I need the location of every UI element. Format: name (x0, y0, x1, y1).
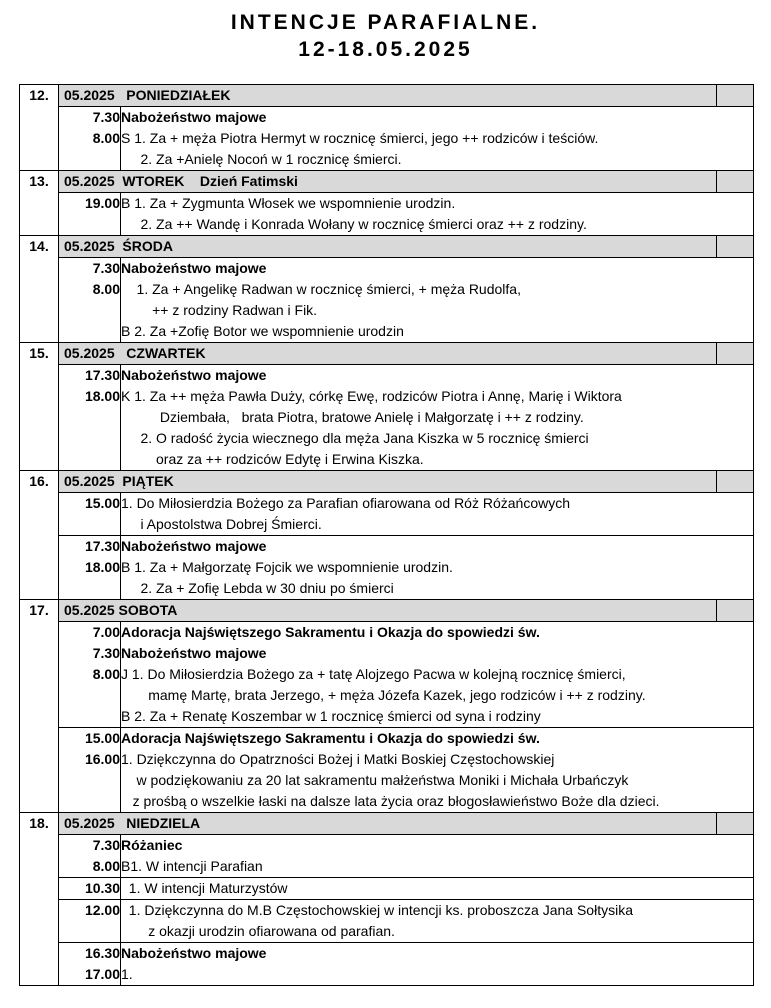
day-header-row (20, 471, 754, 493)
day-header-box (716, 171, 753, 192)
intention-line: z okazji urodzin ofiarowana od parafian. (121, 923, 395, 939)
day-number-cell (20, 85, 59, 171)
intentions-cell (121, 728, 754, 813)
mass-time (59, 428, 120, 449)
day-header-label: 05.2025 NIEDZIELA (64, 815, 201, 831)
intention-line: 1. Za + Angelikę Radwan w rocznicę śmierci, + męża Rudolfa, (121, 281, 521, 297)
mass-time: 7.30 (92, 645, 120, 661)
day-number: 17. (29, 602, 49, 618)
intentions-cell (121, 258, 754, 343)
mass-time: 7.30 (92, 837, 120, 853)
day-header-box (716, 471, 753, 492)
day-header-box (716, 236, 753, 257)
mass-time: 17.00 (84, 966, 120, 982)
mass-times-cell (59, 900, 121, 943)
intentions-table-body (20, 85, 754, 986)
mass-group-row (20, 728, 754, 813)
day-number-cell (20, 171, 59, 236)
mass-times-cell (59, 193, 121, 236)
intention-line: J 1. Do Miłosierdzia Bożego za + tatę Alojzego Pacwa w kolejną rocznicę śmierci, (121, 666, 626, 682)
day-header-label: 05.2025 SOBOTA (64, 602, 178, 618)
mass-times-cell (59, 835, 121, 878)
mass-time: 7.00 (92, 624, 120, 640)
day-header-cell (59, 600, 754, 622)
day-header-row (20, 236, 754, 258)
day-header-box (716, 343, 753, 364)
intention-line: Adoracja Najświętszego Sakramentu i Okazja do spowiedzi św. (121, 730, 540, 746)
mass-times-cell (59, 728, 121, 813)
mass-time (59, 449, 120, 470)
intention-line: oraz za ++ rodziców Edytę i Erwina Kiszka. (121, 451, 424, 467)
intentions-cell (121, 835, 754, 878)
intentions-cell (121, 943, 754, 986)
intentions-cell (121, 622, 754, 728)
mass-time: 8.00 (92, 666, 120, 682)
day-number: 16. (29, 473, 49, 489)
day-number-cell (20, 813, 59, 986)
page-subtitle-dates: 12-18.05.2025 (298, 38, 473, 61)
day-header-row (20, 813, 754, 835)
mass-times-cell (59, 493, 121, 536)
intention-line: Nabożeństwo majowe (121, 645, 267, 661)
mass-time: 17.30 (84, 538, 120, 554)
day-header-label: 05.2025 ŚRODA (64, 238, 173, 254)
mass-group-row (20, 107, 754, 171)
intentions-cell (121, 193, 754, 236)
day-number: 13. (29, 173, 49, 189)
mass-time (59, 514, 120, 535)
intention-line: 1. Do Miłosierdzia Bożego za Parafian ofiarowana od Róż Różańcowych (121, 495, 571, 511)
mass-group-row (20, 536, 754, 600)
mass-group-row (20, 493, 754, 536)
intention-line: z prośbą o wszelkie łaski na dalsze lata życia oraz błogosławieństwo Boże dla dzieci. (121, 793, 660, 809)
mass-time (59, 770, 120, 791)
day-header-label: 05.2025 PONIEDZIAŁEK (64, 87, 231, 103)
intention-line: 2. Za + Zofię Lebda w 30 dniu po śmierci (121, 580, 394, 596)
intention-line: ++ z rodziny Radwan i Fik. (121, 302, 318, 318)
intention-line: Nabożeństwo majowe (121, 945, 267, 961)
intention-line: B 2. Za +Zofię Botor we wspomnienie urodzin (121, 323, 404, 339)
intention-line: Adoracja Najświętszego Sakramentu i Okazja do spowiedzi św. (121, 624, 540, 640)
mass-time (59, 214, 120, 235)
mass-time: 8.00 (92, 858, 120, 874)
mass-group-row (20, 943, 754, 986)
mass-time (59, 407, 120, 428)
intentions-table (19, 84, 754, 986)
mass-time: 12.00 (84, 902, 120, 918)
intention-line: i Apostolstwa Dobrej Śmierci. (121, 516, 322, 532)
intention-line: B 1. Za + Zygmunta Włosek we wspomnienie urodzin. (121, 195, 456, 211)
mass-time (59, 578, 120, 599)
day-header-row (20, 600, 754, 622)
day-header-label: 05.2025 CZWARTEK (64, 345, 206, 361)
day-header-row (20, 343, 754, 365)
day-number-cell (20, 236, 59, 343)
mass-time: 10.30 (84, 880, 120, 896)
day-number-cell (20, 600, 59, 813)
day-header-row (20, 85, 754, 107)
mass-time: 7.30 (92, 260, 120, 276)
day-number: 12. (29, 87, 49, 103)
day-number-cell (20, 343, 59, 471)
mass-group-row (20, 365, 754, 471)
intention-line: 2. Za ++ Wandę i Konrada Wołany w rocznicę śmierci oraz ++ z rodziny. (121, 216, 587, 232)
day-header-row (20, 171, 754, 193)
mass-time (59, 300, 120, 321)
intention-line: 1. W intencji Maturzystów (121, 880, 288, 896)
mass-time: 8.00 (92, 281, 120, 297)
mass-time (59, 321, 120, 342)
mass-time: 15.00 (84, 495, 120, 511)
intention-line: 2. Za +Anielę Nocoń w 1 rocznicę śmierci. (121, 151, 402, 167)
day-header-cell (59, 171, 754, 193)
mass-group-row (20, 622, 754, 728)
intention-line: B 1. Za + Małgorzatę Fojcik we wspomnienie urodzin. (121, 559, 453, 575)
intention-line: S 1. Za + męża Piotra Hermyt w rocznicę śmierci, jego ++ rodziców i teściów. (121, 130, 599, 146)
intention-line: Nabożeństwo majowe (121, 367, 267, 383)
mass-group-row (20, 900, 754, 943)
mass-group-row (20, 878, 754, 900)
intentions-cell (121, 365, 754, 471)
mass-group-row (20, 835, 754, 878)
mass-time (59, 706, 120, 727)
day-number: 18. (29, 815, 49, 831)
mass-times-cell (59, 536, 121, 600)
intention-line: 2. O radość życia wiecznego dla męża Jana Kiszka w 5 rocznicę śmierci (121, 430, 589, 446)
mass-time: 19.00 (84, 195, 120, 211)
intention-line: 1. (121, 966, 133, 982)
day-number: 14. (29, 238, 49, 254)
mass-times-cell (59, 107, 121, 171)
mass-times-cell (59, 878, 121, 900)
intention-line: B1. W intencji Parafian (121, 858, 263, 874)
mass-time: 17.30 (84, 367, 120, 383)
mass-group-row (20, 258, 754, 343)
intention-line: Nabożeństwo majowe (121, 260, 267, 276)
mass-time: 8.00 (92, 130, 120, 146)
intentions-cell (121, 536, 754, 600)
day-number-cell (20, 471, 59, 600)
day-header-box (716, 813, 753, 834)
day-header-cell (59, 343, 754, 365)
day-number: 15. (29, 345, 49, 361)
day-header-box (716, 85, 753, 106)
day-header-label: 05.2025 PIĄTEK (64, 473, 174, 489)
day-header-cell (59, 471, 754, 493)
mass-time: 15.00 (84, 730, 120, 746)
page-title: INTENCJE PARAFIALNE. (230, 11, 541, 34)
mass-time (59, 921, 120, 942)
intention-line: Dziembała, brata Piotra, bratowe Anielę i Małgorzatę i ++ z rodziny. (121, 409, 584, 425)
day-header-cell (59, 85, 754, 107)
intentions-cell (121, 493, 754, 536)
mass-time: 7.30 (92, 109, 120, 125)
intentions-cell (121, 878, 754, 900)
mass-times-cell (59, 258, 121, 343)
intention-line: Różaniec (121, 837, 183, 853)
day-header-box (716, 600, 753, 621)
mass-time: 16.00 (84, 751, 120, 767)
mass-times-cell (59, 622, 121, 728)
intentions-cell (121, 900, 754, 943)
intention-line: B 2. Za + Renatę Koszembar w 1 rocznicę śmierci od syna i rodziny (121, 708, 541, 724)
mass-time (59, 791, 120, 812)
mass-time: 16.30 (84, 945, 120, 961)
day-header-cell (59, 236, 754, 258)
mass-time (59, 685, 120, 706)
intention-line: 1. Dziękczynna do M.B Częstochowskiej w intencji ks. proboszcza Jana Sołtysika (121, 902, 633, 918)
intention-line: w podziękowaniu za 20 lat sakramentu małżeństwa Moniki i Michała Urbańczyk (121, 772, 629, 788)
mass-group-row (20, 193, 754, 236)
mass-time: 18.00 (84, 388, 120, 404)
day-header-label: 05.2025 WTOREK Dzień Fatimski (64, 173, 298, 189)
mass-time: 18.00 (84, 559, 120, 575)
intention-line: K 1. Za ++ męża Pawła Duży, córkę Ewę, rodziców Piotra i Annę, Marię i Wiktora (121, 388, 622, 404)
intention-line: mamę Martę, brata Jerzego, + męża Józefa Kazek, jego rodziców i ++ z rodziny. (121, 687, 646, 703)
mass-times-cell (59, 365, 121, 471)
intention-line: Nabożeństwo majowe (121, 109, 267, 125)
mass-times-cell (59, 943, 121, 986)
mass-time (59, 149, 120, 170)
intentions-cell (121, 107, 754, 171)
day-header-cell (59, 813, 754, 835)
intention-line: Nabożeństwo majowe (121, 538, 267, 554)
intention-line: 1. Dziękczynna do Opatrzności Bożej i Matki Boskiej Częstochowskiej (121, 751, 555, 767)
